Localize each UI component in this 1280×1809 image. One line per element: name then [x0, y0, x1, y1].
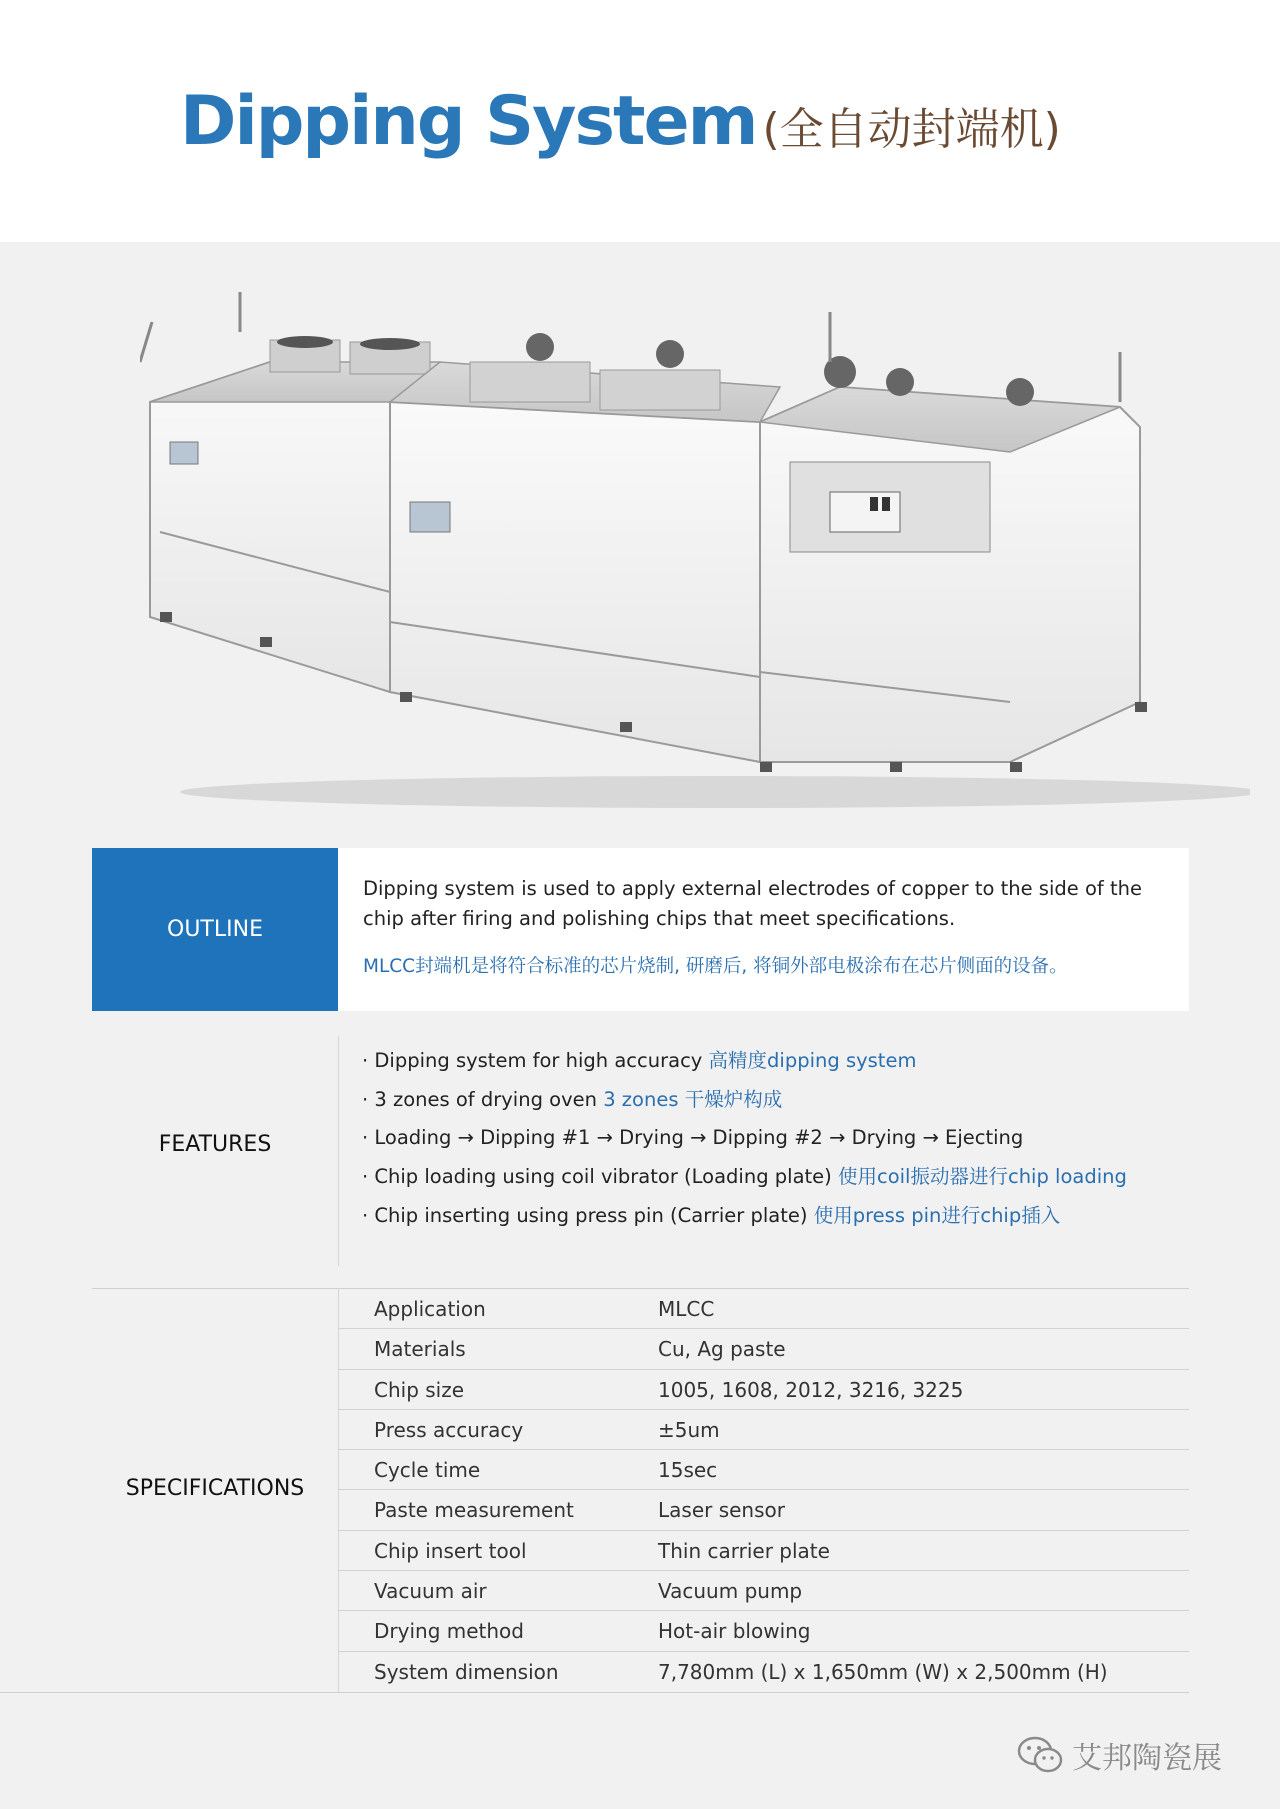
- feature-item: [362, 1045, 1127, 1084]
- spec-key: System dimension: [374, 1659, 559, 1684]
- spec-row: [338, 1329, 1189, 1369]
- spec-row: [338, 1289, 1189, 1329]
- spec-value: Thin carrier plate: [658, 1538, 830, 1563]
- feature-en: · Chip loading using coil vibrator (Loading plate): [362, 1165, 838, 1189]
- specifications-label: SPECIFICATIONS: [125, 1476, 305, 1501]
- watermark: [1016, 1733, 1222, 1777]
- spec-value: Hot-air blowing: [658, 1619, 811, 1644]
- outline-label-text: OUTLINE: [167, 917, 263, 942]
- feature-en: · Dipping system for high accuracy: [362, 1049, 709, 1072]
- spec-value: Laser sensor: [658, 1498, 785, 1523]
- spec-row: [338, 1531, 1189, 1571]
- spec-key: Drying method: [374, 1619, 524, 1644]
- feature-item: [362, 1200, 1127, 1239]
- feature-item: [362, 1084, 1127, 1123]
- feature-cn: 使用coil振动器进行chip loading: [837, 1165, 1127, 1189]
- watermark-text: 艾邦陶瓷展: [1072, 1741, 1222, 1776]
- spec-row: [338, 1652, 1189, 1691]
- feature-cn: 高精度dipping system: [708, 1049, 917, 1072]
- bottom-divider: [0, 1692, 1189, 1693]
- spec-key: Chip insert tool: [374, 1538, 527, 1563]
- spec-row: [338, 1490, 1189, 1530]
- features-label: FEATURES: [158, 1132, 272, 1157]
- feature-en: · 3 zones of drying oven: [362, 1087, 604, 1111]
- spec-value: 7,780mm (L) x 1,650mm (W) x 2,500mm (H): [658, 1659, 1108, 1684]
- title-cn: (全自动封端机): [762, 104, 1061, 155]
- spec-value: Vacuum pump: [658, 1579, 803, 1604]
- spec-value: Cu, Ag paste: [658, 1337, 786, 1362]
- spec-key: Press accuracy: [374, 1417, 524, 1442]
- spec-key: Cycle time: [374, 1458, 481, 1483]
- feature-cn: 3 zones 干燥炉构成: [603, 1087, 783, 1111]
- wechat-icon: [1016, 1735, 1064, 1775]
- feature-item: [362, 1122, 1127, 1161]
- page-title: [180, 82, 1061, 161]
- spec-key: Chip size: [374, 1377, 465, 1402]
- outline-label: [92, 848, 338, 1011]
- feature-en: · Loading → Dipping #1 → Drying → Dipping #2 → Drying → Ejecting: [362, 1126, 1024, 1150]
- spec-key: Materials: [374, 1337, 466, 1362]
- spec-value: 1005, 1608, 2012, 3216, 3225: [658, 1377, 964, 1402]
- feature-item: [362, 1161, 1127, 1200]
- spec-value: MLCC: [658, 1297, 715, 1321]
- spec-value: ±5um: [658, 1417, 720, 1442]
- outline-text-cn: MLCC封端机是将符合标准的芯片烧制, 研磨后, 将铜外部电极涂布在芯片侧面的设备。: [363, 956, 1068, 977]
- outline-box: [338, 848, 1189, 1011]
- specifications-table: [338, 1289, 1189, 1691]
- spec-value: 15sec: [658, 1458, 718, 1483]
- spec-row: [338, 1410, 1189, 1450]
- outline-text-en: Dipping system is used to apply external electrodes of copper to the side of the chip after firing and polishing chips that meet specifications.: [363, 877, 1142, 930]
- spec-row: [338, 1450, 1189, 1490]
- spec-row: [338, 1370, 1189, 1410]
- dipping-machine-image: [140, 292, 1250, 812]
- spec-key: Paste measurement: [374, 1498, 574, 1523]
- spec-row: [338, 1571, 1189, 1611]
- feature-en: · Chip inserting using press pin (Carrier plate): [362, 1203, 814, 1227]
- title-en: Dipping System: [180, 82, 757, 161]
- features-divider: [338, 1036, 339, 1266]
- features-list: [362, 1045, 1127, 1238]
- spec-key: Application: [374, 1297, 486, 1321]
- spec-key: Vacuum air: [374, 1579, 487, 1604]
- feature-cn: 使用press pin进行chip插入: [813, 1203, 1061, 1227]
- spec-row: [338, 1611, 1189, 1651]
